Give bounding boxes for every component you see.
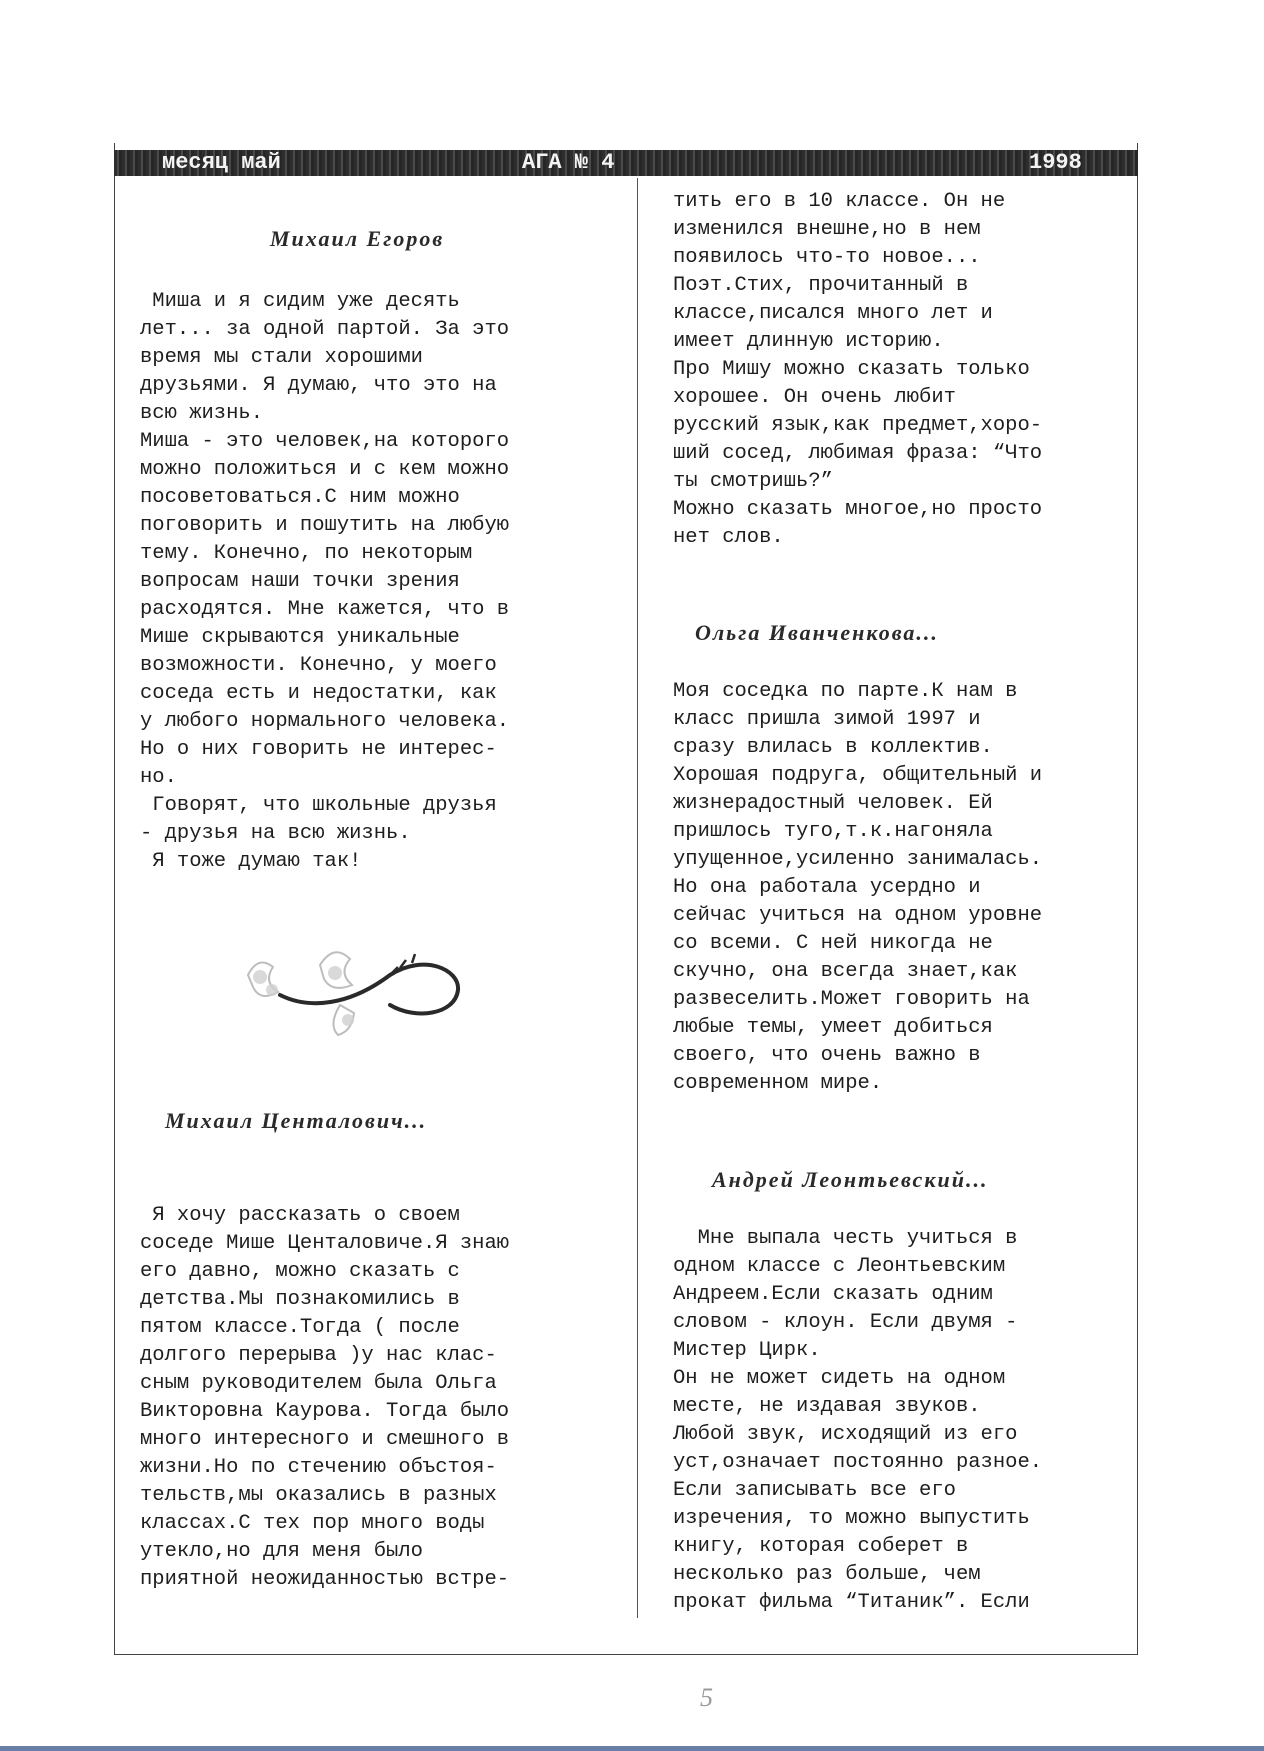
text-line: Говорят, что школьные друзья bbox=[140, 794, 497, 817]
text-line: жизнерадостный человек. Ей bbox=[673, 792, 993, 815]
text-line: время мы стали хорошими bbox=[140, 346, 423, 369]
text-line: пятом классе.Тогда ( после bbox=[140, 1316, 460, 1339]
author-heading: Андрей Леонтьевский... bbox=[712, 1167, 989, 1192]
text-line: лет... за одной партой. За это bbox=[140, 318, 510, 341]
column-divider bbox=[637, 178, 638, 1618]
text-line: Он не может сидеть на одном bbox=[673, 1367, 1006, 1390]
text-line: у любого нормального человека. bbox=[140, 710, 510, 733]
text-line: утекло,но для меня было bbox=[140, 1540, 423, 1563]
author-heading: Ольга Иванченкова... bbox=[695, 620, 939, 645]
text-line: Мистер Цирк. bbox=[673, 1339, 821, 1362]
text-line: Миша - это человек,на которого bbox=[140, 430, 510, 453]
text-line: но. bbox=[140, 766, 177, 789]
text-line: друзьями. Я думаю, что это на bbox=[140, 374, 497, 397]
text-line: скучно, она всегда знает,как bbox=[673, 960, 1018, 983]
text-line: Я тоже думаю так! bbox=[140, 850, 362, 873]
text-line: Поэт.Стих, прочитанный в bbox=[673, 274, 969, 297]
text-line: хорошее. Он очень любит bbox=[673, 386, 956, 409]
text-line: Но она работала усердно и bbox=[673, 876, 981, 899]
text-line: сейчас учиться на одном уровне bbox=[673, 904, 1043, 927]
text-line: соседе Мише Центаловиче.Я знаю bbox=[140, 1232, 510, 1255]
text-line: Андреем.Если сказать одним bbox=[673, 1283, 993, 1306]
header-year: 1998 bbox=[1029, 150, 1082, 175]
text-line: современном мире. bbox=[673, 1072, 883, 1095]
text-line: Если записывать все его bbox=[673, 1479, 956, 1502]
author-heading: Михаил Егоров bbox=[270, 226, 445, 251]
text-line: вопросам наши точки зрения bbox=[140, 570, 460, 593]
article-body bbox=[673, 1225, 1042, 1617]
text-line: Миша и я сидим уже десять bbox=[140, 290, 460, 313]
text-line: жизни.Но по стечению объстоя- bbox=[140, 1456, 497, 1479]
text-line: сразу влилась в коллектив. bbox=[673, 736, 993, 759]
text-line: Хорошая подруга, общительный и bbox=[673, 764, 1043, 787]
text-line: Но о них говорить не интерес- bbox=[140, 738, 497, 761]
text-line: тему. Конечно, по некоторым bbox=[140, 542, 473, 565]
text-line: упущенное,усиленно занималась. bbox=[673, 848, 1043, 871]
text-line: классах.С тех пор много воды bbox=[140, 1512, 485, 1535]
text-line: посоветоваться.С ним можно bbox=[140, 486, 460, 509]
text-line: расходятся. Мне кажется, что в bbox=[140, 598, 510, 621]
text-line: соседа есть и недостатки, как bbox=[140, 682, 497, 705]
text-line: долгого перерыва )у нас клас- bbox=[140, 1344, 497, 1367]
text-line: несколько раз больше, чем bbox=[673, 1563, 981, 1586]
text-line: Мише скрываются уникальные bbox=[140, 626, 460, 649]
text-line: Моя соседка по парте.К нам в bbox=[673, 680, 1018, 703]
text-line: имеет длинную историю. bbox=[673, 330, 944, 353]
text-line: ший сосед, любимая фраза: “Что bbox=[673, 442, 1043, 465]
text-line: возможности. Конечно, у моего bbox=[140, 654, 497, 677]
article-continuation bbox=[673, 188, 1042, 552]
page-number: 5 bbox=[700, 1683, 713, 1712]
text-line: его давно, можно сказать с bbox=[140, 1260, 460, 1283]
text-line: поговорить и пошутить на любую bbox=[140, 514, 510, 537]
text-line: уст,означает постоянно разное. bbox=[673, 1451, 1043, 1474]
text-line: своего, что очень важно в bbox=[673, 1044, 981, 1067]
text-line: тить его в 10 классе. Он не bbox=[673, 190, 1006, 213]
text-line: Можно сказать многое,но просто bbox=[673, 498, 1043, 521]
text-line: Мне выпала честь учиться в bbox=[673, 1227, 1018, 1250]
text-line: одном классе с Леонтьевским bbox=[673, 1255, 1006, 1278]
article-body bbox=[140, 1202, 509, 1594]
text-line: Любой звук, исходящий из его bbox=[673, 1423, 1018, 1446]
text-line: Я хочу рассказать о своем bbox=[140, 1204, 460, 1227]
article-body bbox=[673, 678, 1042, 1098]
text-line: Про Мишу можно сказать только bbox=[673, 358, 1030, 381]
text-line: можно положиться и с кем можно bbox=[140, 458, 510, 481]
scan-edge bbox=[0, 1746, 1264, 1751]
header-month: месяц май bbox=[162, 150, 281, 175]
text-line: месте, не издавая звуков. bbox=[673, 1395, 981, 1418]
text-line: русский язык,как предмет,хоро- bbox=[673, 414, 1043, 437]
text-line: Викторовна Каурова. Тогда было bbox=[140, 1400, 510, 1423]
text-line: книгу, которая соберет в bbox=[673, 1535, 969, 1558]
text-line: много интересного и смешного в bbox=[140, 1428, 510, 1451]
text-line: приятной неожиданностью встре- bbox=[140, 1568, 510, 1591]
text-line: появилось что-то новое... bbox=[673, 246, 981, 269]
text-line: классе,писался много лет и bbox=[673, 302, 993, 325]
text-line: изменился внешне,но в нем bbox=[673, 218, 981, 241]
text-line: ты смотришь?” bbox=[673, 470, 833, 493]
text-line: всю жизнь. bbox=[140, 402, 264, 425]
text-line: - друзья на всю жизнь. bbox=[140, 822, 411, 845]
author-heading: Михаил Центалович... bbox=[165, 1108, 428, 1133]
text-line: любые темы, умеет добиться bbox=[673, 1016, 993, 1039]
header-band bbox=[114, 150, 1138, 176]
text-line: изречения, то можно выпустить bbox=[673, 1507, 1030, 1530]
text-line: со всеми. С ней никогда не bbox=[673, 932, 993, 955]
text-line: детства.Мы познакомились в bbox=[140, 1288, 460, 1311]
header-issue: АГА № 4 bbox=[522, 150, 615, 175]
text-line: пришлось туго,т.к.нагоняла bbox=[673, 820, 993, 843]
text-line: класс пришла зимой 1997 и bbox=[673, 708, 981, 731]
text-line: прокат фильма “Титаник”. Если bbox=[673, 1591, 1030, 1614]
article-body bbox=[140, 288, 509, 876]
text-line: развеселить.Может говорить на bbox=[673, 988, 1030, 1011]
text-line: сным руководителем была Ольга bbox=[140, 1372, 497, 1395]
text-line: словом - клоун. Если двумя - bbox=[673, 1311, 1018, 1334]
text-line: тельств,мы оказались в разных bbox=[140, 1484, 497, 1507]
text-line: нет слов. bbox=[673, 526, 784, 549]
floral-swirl-ornament-icon bbox=[240, 935, 470, 1040]
